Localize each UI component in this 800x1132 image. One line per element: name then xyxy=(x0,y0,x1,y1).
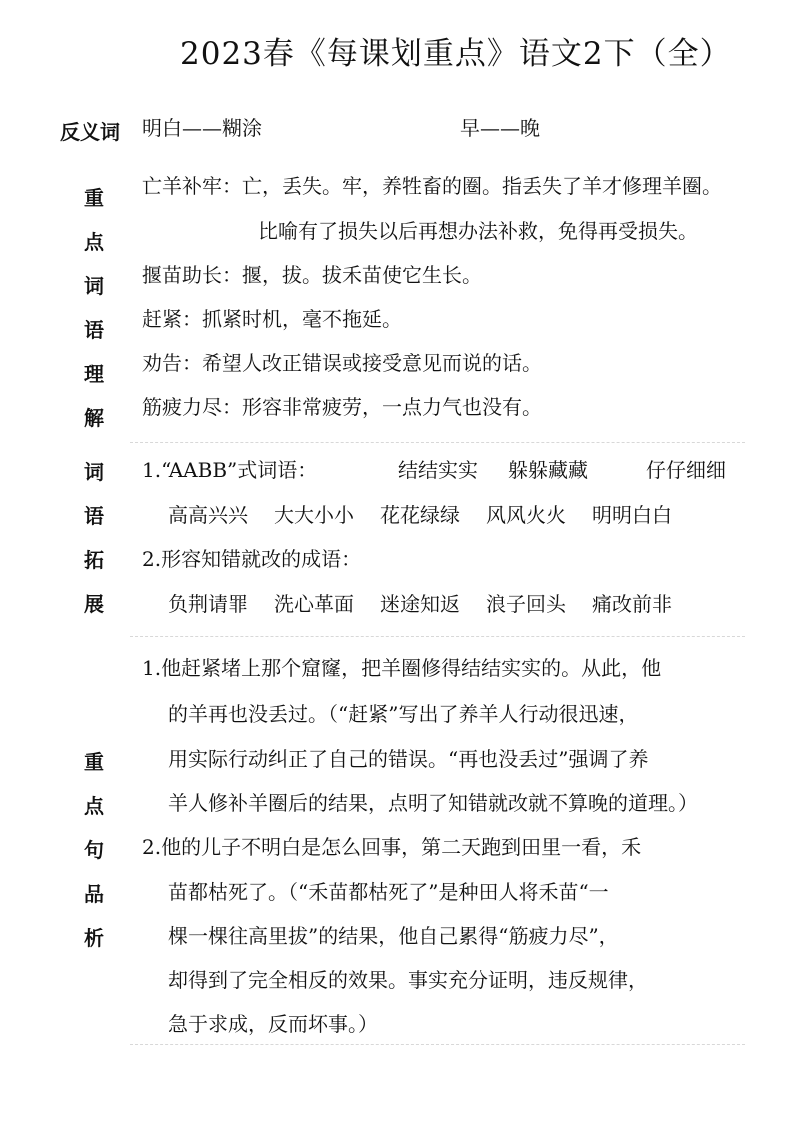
sentences-label: 重 点 句 品 析 xyxy=(84,750,104,950)
aabb-heading: 1.“AABB”式词语： xyxy=(142,458,318,482)
aabb-words-row: 高高兴兴 大大小小 花花绿绿 风风火火 明明白白 xyxy=(168,503,672,527)
antonym-pair-2: 早——晚 xyxy=(460,116,540,140)
sentence-line: 棵一棵往高里拔”的结果，他自己累得“筋疲力尽”， xyxy=(168,924,619,948)
key-word-line: 揠苗助长：揠，拔。拔禾苗使它生长。 xyxy=(142,263,482,287)
aabb-word: 结结实实 xyxy=(398,458,478,482)
section-divider xyxy=(130,636,745,637)
antonym-pair-1: 明白——糊涂 xyxy=(142,116,262,140)
sentence-line: 急于求成，反而坏事。） xyxy=(168,1012,378,1036)
sentence-line: 却得到了完全相反的效果。事实充分证明，违反规律， xyxy=(168,968,648,992)
sentence-line: 的羊再也没丢过。（“赶紧”写出了养羊人行动很迅速， xyxy=(168,702,639,726)
aabb-word: 躲躲藏藏 xyxy=(508,458,588,482)
sentence-line: 羊人修补羊圈后的结果，点明了知错就改就不算晚的道理。） xyxy=(168,791,698,815)
idiom-words-row: 负荆请罪 洗心革面 迷途知返 浪子回头 痛改前非 xyxy=(168,592,672,616)
section-divider xyxy=(130,1044,745,1045)
idiom-heading: 2.形容知错就改的成语： xyxy=(142,547,362,571)
section-divider xyxy=(130,442,745,443)
key-word-line: 亡羊补牢：亡，丢失。牢，养牲畜的圈。指丢失了羊才修理羊圈。 xyxy=(142,174,722,198)
key-words-label: 重 点 词 语 理 解 xyxy=(84,186,104,430)
antonym-label: 反义词 xyxy=(60,120,120,144)
sentence-line: 1.他赶紧堵上那个窟窿，把羊圈修得结结实实的。从此，他 xyxy=(142,656,662,680)
key-word-line: 劝告：希望人改正错误或接受意见而说的话。 xyxy=(142,351,542,375)
page-title: 2023春《每课划重点》语文2下（全） xyxy=(180,36,732,72)
sentence-line: 用实际行动纠正了自己的错误。“再也没丢过”强调了养 xyxy=(168,747,649,771)
expansion-label: 词 语 拓 展 xyxy=(84,460,104,616)
key-word-line: 赶紧：抓紧时机，毫不拖延。 xyxy=(142,307,402,331)
key-word-line: 筋疲力尽：形容非常疲劳，一点力气也没有。 xyxy=(142,395,542,419)
sentence-line: 2.他的儿子不明白是怎么回事，第二天跑到田里一看，禾 xyxy=(142,835,642,859)
aabb-word: 仔仔细细 xyxy=(646,458,726,482)
key-word-line: 比喻有了损失以后再想办法补救，免得再受损失。 xyxy=(258,219,698,243)
sentence-line: 苗都枯死了。（“禾苗都枯死了”是种田人将禾苗“一 xyxy=(168,880,609,904)
